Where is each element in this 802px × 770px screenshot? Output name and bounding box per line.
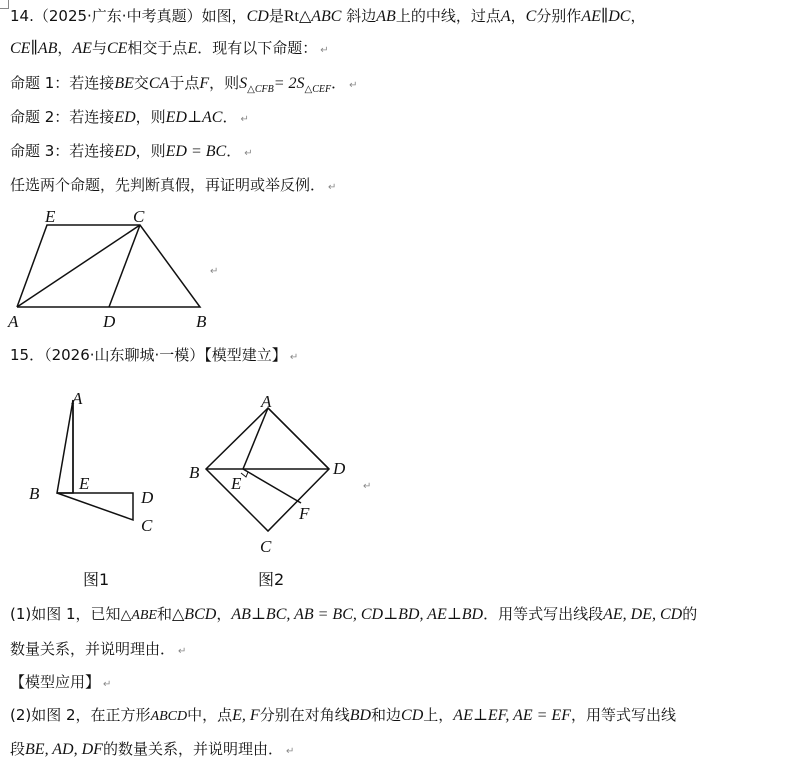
math: ED (114, 109, 136, 126)
text: 交 (133, 74, 149, 92)
math: ED (114, 143, 136, 160)
text: (2)如图 2，在正方形 (10, 706, 151, 724)
math: △ABE (120, 608, 157, 623)
paragraph-mark: ↵ (289, 352, 299, 363)
text: 是 (268, 7, 284, 25)
subscript: △CFB (247, 84, 274, 95)
math: BE (114, 75, 134, 92)
paragraph-mark: ↵ (178, 646, 187, 657)
math: S (239, 75, 248, 92)
math: AE, DE, CD (603, 606, 683, 623)
math: CA (148, 75, 170, 92)
math: = 2S (273, 75, 305, 92)
text: 数量关系，并说明理由． (10, 640, 176, 658)
text: ． (222, 108, 238, 126)
label-E: E (231, 474, 242, 493)
text: 【模型应用】 (10, 673, 101, 691)
text: ．用等式写出线段 (483, 605, 604, 623)
text: 段 (10, 740, 26, 758)
text: ， (57, 39, 73, 57)
label-B: B (189, 463, 200, 482)
question-2-line-1 (10, 703, 676, 727)
text: 和边 (371, 706, 402, 724)
trapezoid-outline (17, 225, 200, 307)
math: AE∥DC (581, 8, 631, 25)
subscript: △CEF (304, 84, 332, 95)
text: 15．（2026·山东聊城·一模）【模型建立】 (10, 346, 287, 364)
triangle-BCD (57, 493, 133, 520)
text: ．现有以下命题： (197, 39, 318, 57)
text: 于点 (169, 74, 200, 92)
problem-14-line-2 (10, 36, 329, 60)
math: ABCD (150, 709, 188, 724)
math: BE, AD, DF (25, 741, 103, 758)
label-C: C (141, 516, 153, 535)
label-E: E (45, 207, 56, 226)
paragraph-mark: ↵ (244, 148, 253, 159)
math: ED = BC (165, 143, 227, 160)
text: 的 (682, 605, 698, 623)
math: CE∥AB (10, 40, 58, 57)
math: A (500, 8, 511, 25)
text: 分别作 (536, 7, 582, 25)
text: 和 (156, 605, 172, 623)
side-AD (268, 408, 329, 469)
question-1-line-1 (10, 602, 697, 626)
corner-mark (0, 0, 9, 9)
label-D: D (141, 488, 154, 507)
segment-DC (109, 225, 140, 307)
paragraph-mark: ↵ (363, 481, 372, 492)
segment-AE (243, 408, 268, 469)
math: AB⊥BC, AB = BC, CD⊥BD, AE⊥BD (231, 606, 484, 623)
model-application-heading (10, 670, 111, 694)
math: AE⊥EF, AE = EF (453, 707, 571, 724)
label-A: A (8, 312, 19, 331)
text: 上的中线，过点 (395, 7, 501, 25)
math: C (525, 8, 537, 25)
math: △ABC (298, 8, 342, 25)
label-D: D (333, 459, 346, 478)
text: 斜边 (341, 7, 377, 25)
problem-14-instruction (10, 173, 336, 197)
text: 任选两个命题，先判断真假，再证明或举反例． (10, 176, 326, 194)
text: ，用等式写出线 (570, 706, 676, 724)
math: E, F (232, 707, 260, 724)
label-C: C (260, 537, 272, 556)
label-C: C (133, 207, 145, 226)
text: ， (510, 7, 526, 25)
math: AE (72, 40, 92, 57)
proposition-3 (10, 139, 253, 163)
text: ． (226, 142, 242, 160)
figure-caption: 图2 (258, 570, 285, 589)
label-F: F (299, 504, 310, 523)
paragraph-mark: ↵ (320, 45, 329, 56)
text: ， (216, 605, 232, 623)
text: ，则 (135, 108, 166, 126)
label-A: A (72, 389, 83, 408)
proposition-1 (10, 71, 358, 95)
text: 14.（2025·广东·中考真题）如图， (10, 7, 247, 25)
segment-EF (243, 469, 301, 503)
paragraph-mark: ↵ (285, 746, 295, 757)
triangle-ABE (57, 400, 73, 493)
text: 中，点 (187, 706, 233, 724)
math: E (187, 40, 198, 57)
text: ． (331, 74, 347, 92)
text: 命题 1：若连接 (10, 74, 115, 92)
paragraph-mark: ↵ (349, 80, 358, 91)
math: ED⊥AC (165, 109, 223, 126)
math: BD (349, 707, 372, 724)
problem-15-header (10, 343, 298, 367)
label-D: D (103, 312, 116, 331)
proposition-2 (10, 105, 249, 129)
text: 命题 2：若连接 (10, 108, 115, 126)
text: ，则 (209, 74, 240, 92)
question-2-line-2 (10, 737, 294, 761)
math: CD (246, 8, 269, 25)
figure-caption: 图1 (83, 570, 110, 589)
label-B: B (196, 312, 207, 331)
segment-AC (17, 225, 140, 307)
paragraph-mark: ↵ (328, 182, 337, 193)
text: (1)如图 1，已知 (10, 605, 121, 623)
math: CD (401, 707, 424, 724)
label-E: E (79, 474, 90, 493)
paragraph-mark: ↵ (210, 266, 219, 277)
figure-15-1 (0, 380, 180, 595)
right-angle-mark (241, 472, 248, 477)
paragraph-mark: ↵ (103, 679, 112, 690)
label-A: A (261, 392, 272, 411)
figure-15-2 (180, 380, 380, 595)
text: ，则 (135, 142, 166, 160)
label-B: B (29, 484, 40, 503)
text: 的数量关系，并说明理由． (102, 740, 283, 758)
paragraph-mark: ↵ (240, 114, 249, 125)
text: 命题 3：若连接 (10, 142, 115, 160)
math: Rt (283, 8, 299, 25)
text: ， (630, 7, 646, 25)
text: 上， (423, 706, 454, 724)
text: 与 (91, 39, 107, 57)
text: 分别在对角线 (259, 706, 350, 724)
question-1-line-2 (10, 637, 186, 661)
text: 相交于点 (127, 39, 188, 57)
problem-14-line-1 (10, 4, 646, 28)
math: △BCD (172, 606, 217, 623)
math: AB (376, 8, 396, 25)
figure-14-trapezoid (0, 200, 240, 335)
math: F (199, 75, 210, 92)
math: CE (106, 40, 128, 57)
